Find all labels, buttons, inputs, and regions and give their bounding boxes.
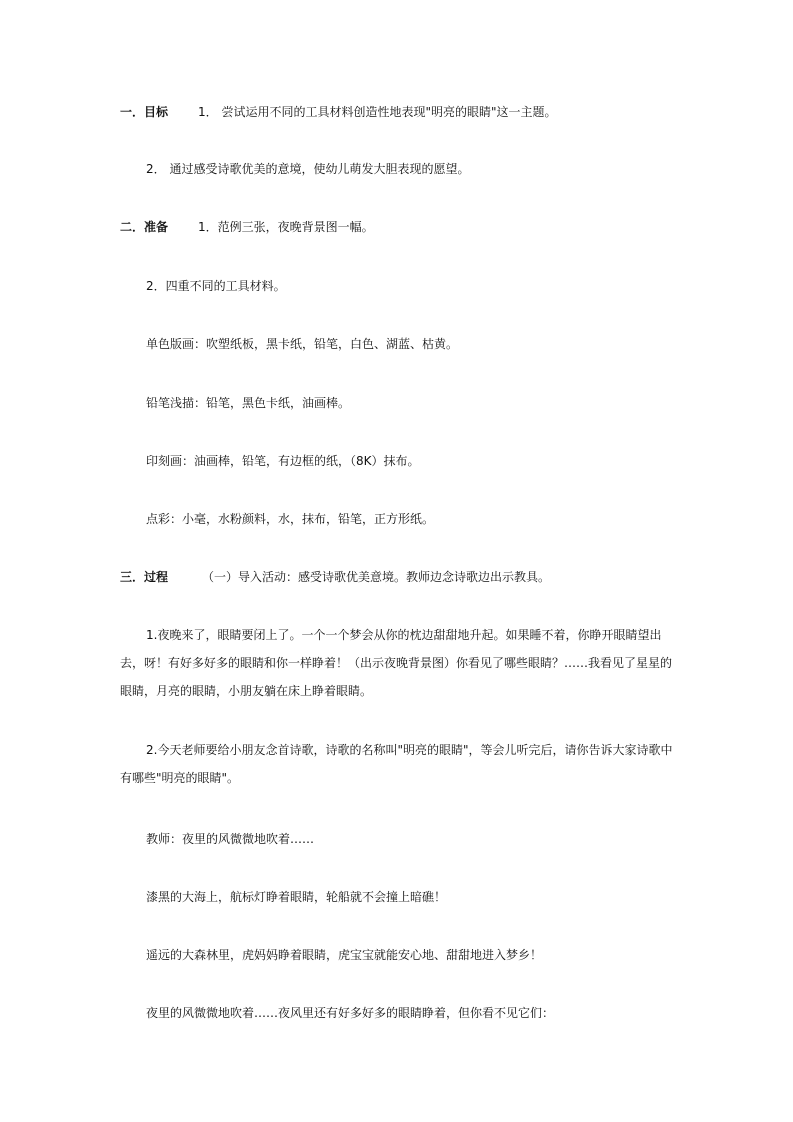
goal-item-1: 1． 尝试运用不同的工具材料创造性地表现"明亮的眼睛"这一主题。 bbox=[198, 105, 557, 119]
prep-material-engraving: 印刻画：油画棒，铅笔，有边框的纸，（8K）抹布。 bbox=[146, 454, 420, 468]
process-intro-activity: （一）导入活动：感受诗歌优美意境。教师边念诗歌边出示教具。 bbox=[202, 570, 551, 584]
teacher-line: 教师：夜里的风微微地吹着…… bbox=[146, 832, 315, 846]
section-heading-preparation: 二．准备 bbox=[120, 220, 169, 234]
poem-line-3: 夜里的风微微地吹着……夜风里还有好多好多的眼睛睁着，但你看不见它们： bbox=[146, 1006, 555, 1020]
prep-material-pencil-sketch: 铅笔浅描：铅笔，黑色卡纸，油画棒。 bbox=[146, 396, 351, 410]
prep-item-1: 1．范例三张，夜晚背景图一幅。 bbox=[198, 220, 374, 234]
prep-material-pointillism: 点彩：小毫，水粉颜料，水，抹布，铅笔，正方形纸。 bbox=[146, 512, 435, 526]
goal-item-2: 2． 通过感受诗歌优美的意境，使幼儿萌发大胆表现的愿望。 bbox=[146, 162, 470, 176]
prep-item-2: 2．四重不同的工具材料。 bbox=[146, 279, 286, 293]
poem-line-1: 漆黑的大海上，航标灯睁着眼睛，轮船就不会撞上暗礁！ bbox=[146, 890, 447, 904]
section-heading-process: 三．过程 bbox=[120, 570, 169, 584]
process-paragraph-2: 2.今天老师要给小朋友念首诗歌，诗歌的名称叫"明亮的眼睛"，等会儿听完后，请你告诉大家诗歌中有哪些"明亮的眼睛"。 bbox=[120, 743, 673, 785]
process-paragraph-1: 1.夜晚来了，眼睛要闭上了。一个一个梦会从你的枕边甜甜地升起。如果睡不着，你睁开眼睛望出去，呀！有好多好多的眼睛和你一样睁着！（出示夜晚背景图）你看见了哪些眼睛？……我看见了星星的眼睛，月亮的眼睛，小朋友躺在床上睁着眼睛。 bbox=[120, 628, 673, 698]
poem-line-2: 遥远的大森林里，虎妈妈睁着眼睛，虎宝宝就能安心地、甜甜地进入梦乡！ bbox=[146, 948, 543, 962]
prep-material-mono-print: 单色版画：吹塑纸板，黑卡纸，铅笔，白色、湖蓝、枯黄。 bbox=[146, 337, 459, 351]
section-heading-goals: 一．目标 bbox=[120, 105, 169, 119]
